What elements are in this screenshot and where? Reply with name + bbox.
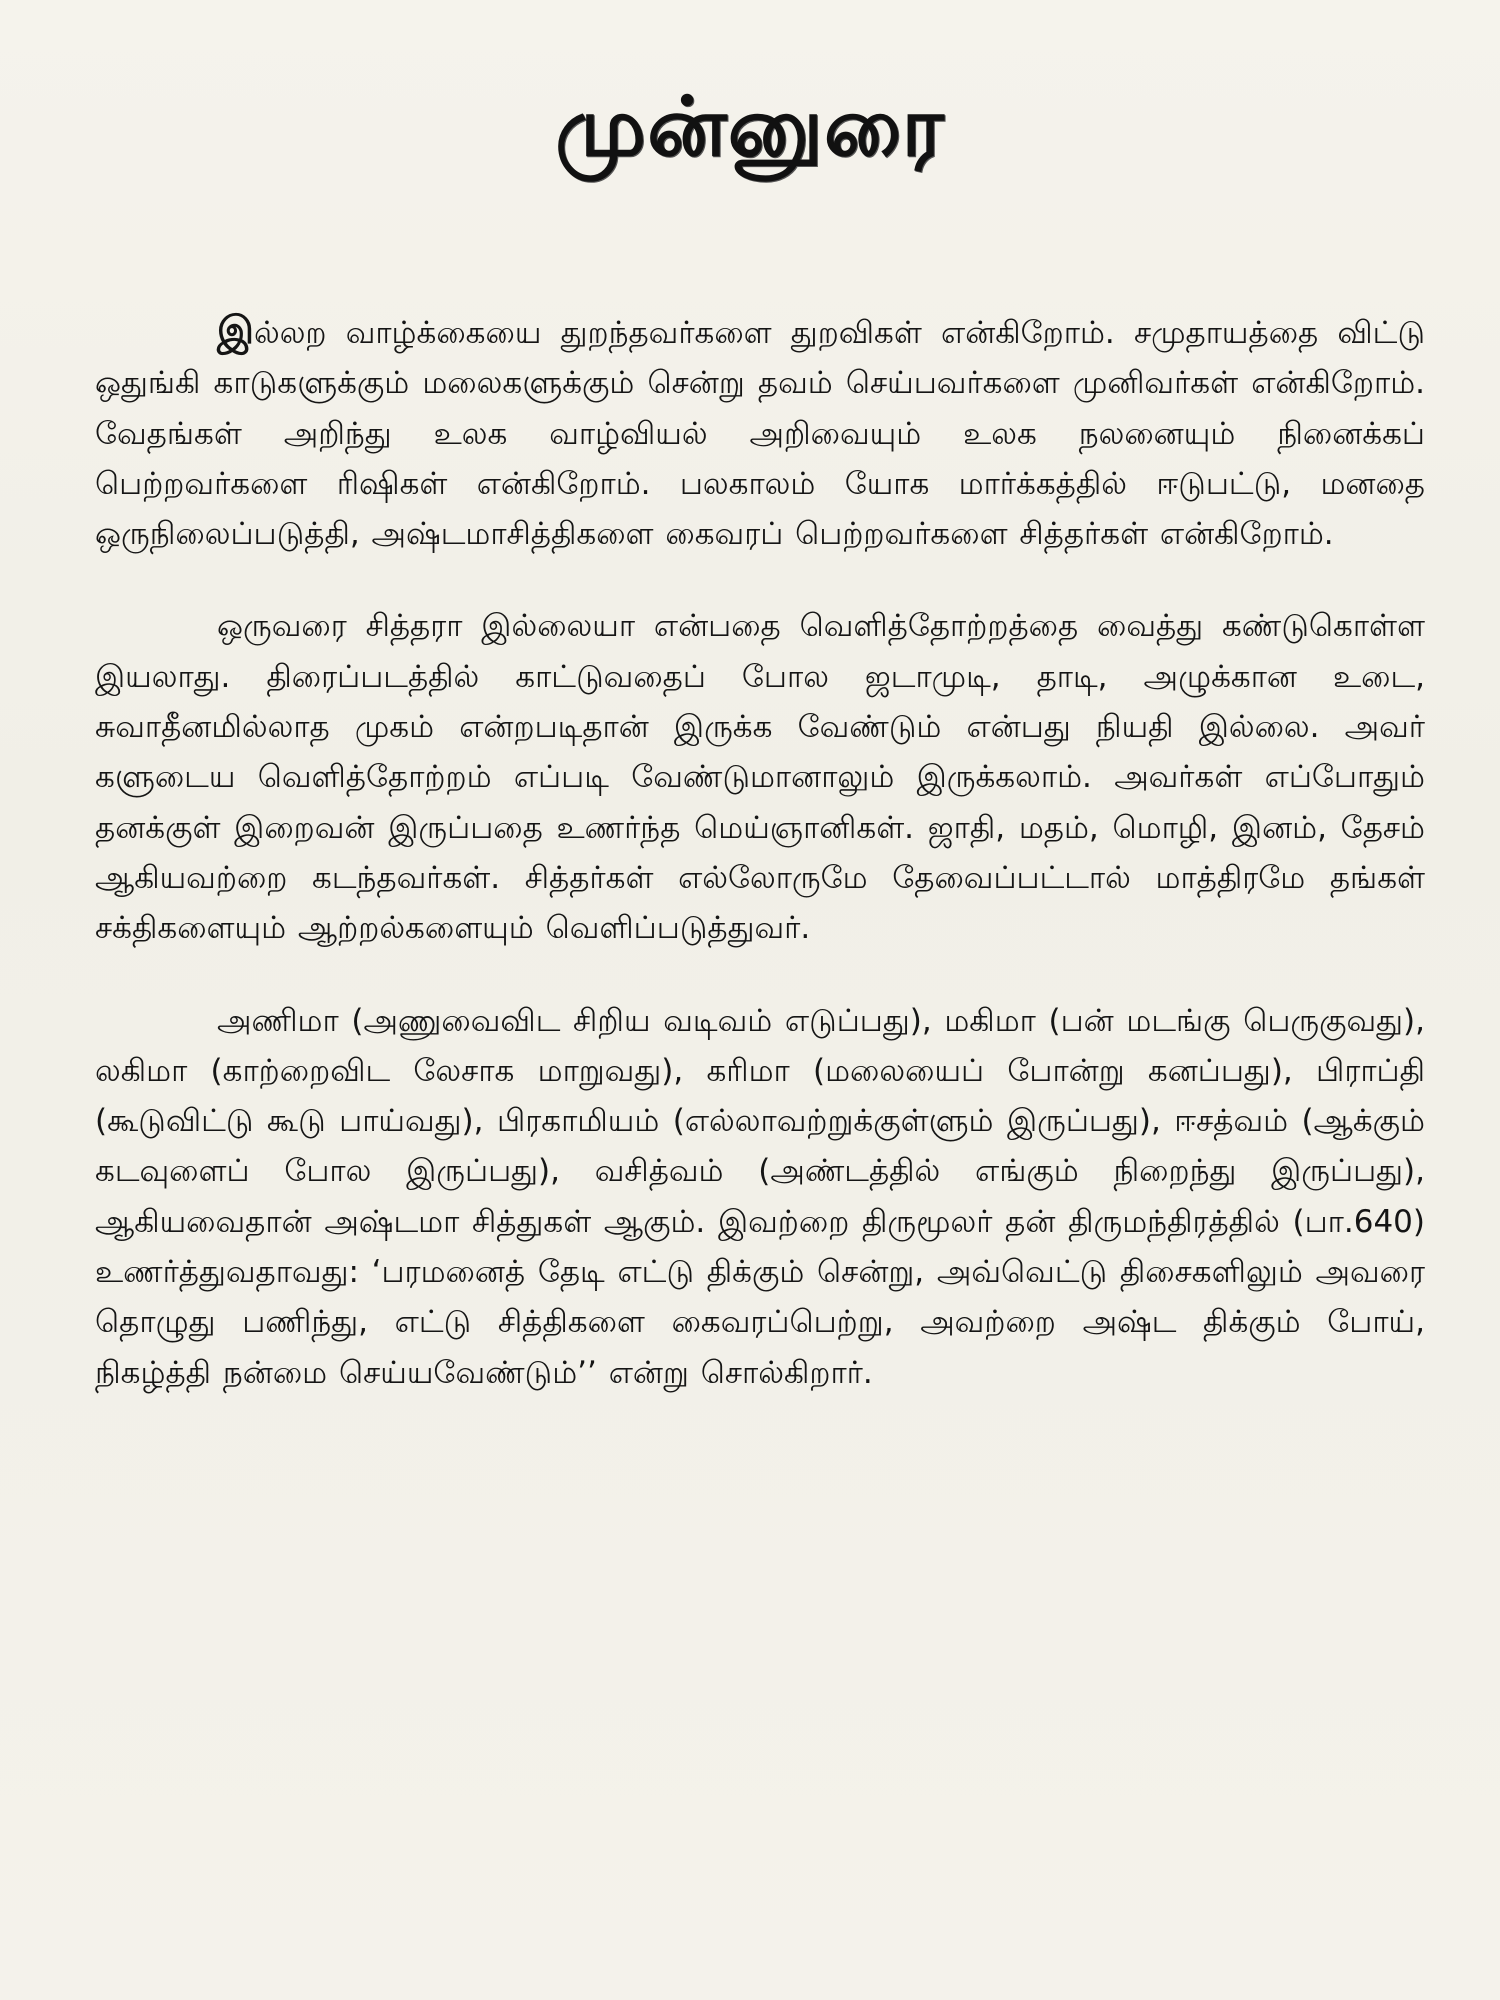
body-text [95,305,1425,1398]
page-title: முன்னுரை [555,80,945,175]
paragraph-2: ஒருவரை சித்தரா இல்லையா என்பதை வெளித்தோற்றத்தை வைத்து கண்டுகொள்ள இயலாது. திரைப்படத்தில் காட்டுவதைப் போல ஜடாமுடி, தாடி, அழுக்கான உடை, சுவாதீனமில்லாத முகம் என்றபடிதான் இருக்க வேண்டும் என்பது நியதி இல்லை. அவர் களுடைய வெளித்தோற்றம் எப்படி வேண்டுமானாலும் இருக்கலாம். அவர்கள் எப்போதும் தனக்குள் இறைவன் இருப்பதை உணர்ந்த மெய்ஞானிகள். ஜாதி, மதம், மொழி, இனம், தேசம் ஆகியவற்றை கடந்தவர்கள். சித்தர்கள் எல்லோருமே தேவைப்பட்டால் மாத்திரமே தங்கள் சக்திகளையும் ஆற்றல்களையும் வெளிப்படுத்துவர். [95,608,1425,947]
paragraph-1 [95,305,1425,559]
paragraph-3: அணிமா (அணுவைவிட சிறிய வடிவம் எடுப்பது), மகிமா (பன் மடங்கு பெருகுவது), லகிமா (காற்றைவிட லேசாக மாறுவது), கரிமா (மலையைப் போன்று கனப்பது), பிராப்தி (கூடுவிட்டு கூடு பாய்வது), பிரகாமியம் (எல்லாவற்றுக்குள்ளும் இருப்பது), ஈசத்வம் (ஆக்கும் கடவுளைப் போல இருப்பது), வசித்வம் (அண்டத்தில் எங்கும் நிறைந்து இருப்பது), ஆகியவைதான் அஷ்டமா சித்துகள் ஆகும். இவற்றை திருமூலர் தன் திருமந்திரத்தில் (பா.640) உணர்த்துவதாவது: ‘பரமனைத் தேடி எட்டு திக்கும் சென்று, அவ்வெட்டு திசைகளிலும் அவரை தொழுது பணிந்து, எட்டு சித்திகளை கைவரப்பெற்று, அவற்றை அஷ்ட திக்கும் போய், நிகழ்த்தி நன்மை செய்யவேண்டும்’’ என்று சொல்கிறார். [95,1002,1425,1391]
paragraph-1-text: ல்லற வாழ்க்கையை துறந்தவர்களை துறவிகள் என்கிறோம். சமுதாயத்தை விட்டு ஒதுங்கி காடுகளுக்கும் மலைகளுக்கும் சென்று தவம் செய்பவர்களை முனிவர்கள் என்கிறோம். வேதங்கள் அறிந்து உலக வாழ்வியல் அறிவையும் உலக நலனையும் நினைக்கப் பெற்றவர்களை ரிஷிகள் என்கிறோம். பலகாலம் யோக மார்க்கத்தில் ஈடுபட்டு, மனதை ஒருநிலைப்படுத்தி, அஷ்டமாசித்திகளை கைவரப் பெற்றவர்களை சித்தர்கள் என்கிறோம். [95,315,1425,553]
paragraph-initial-letter: இ [217,308,254,352]
